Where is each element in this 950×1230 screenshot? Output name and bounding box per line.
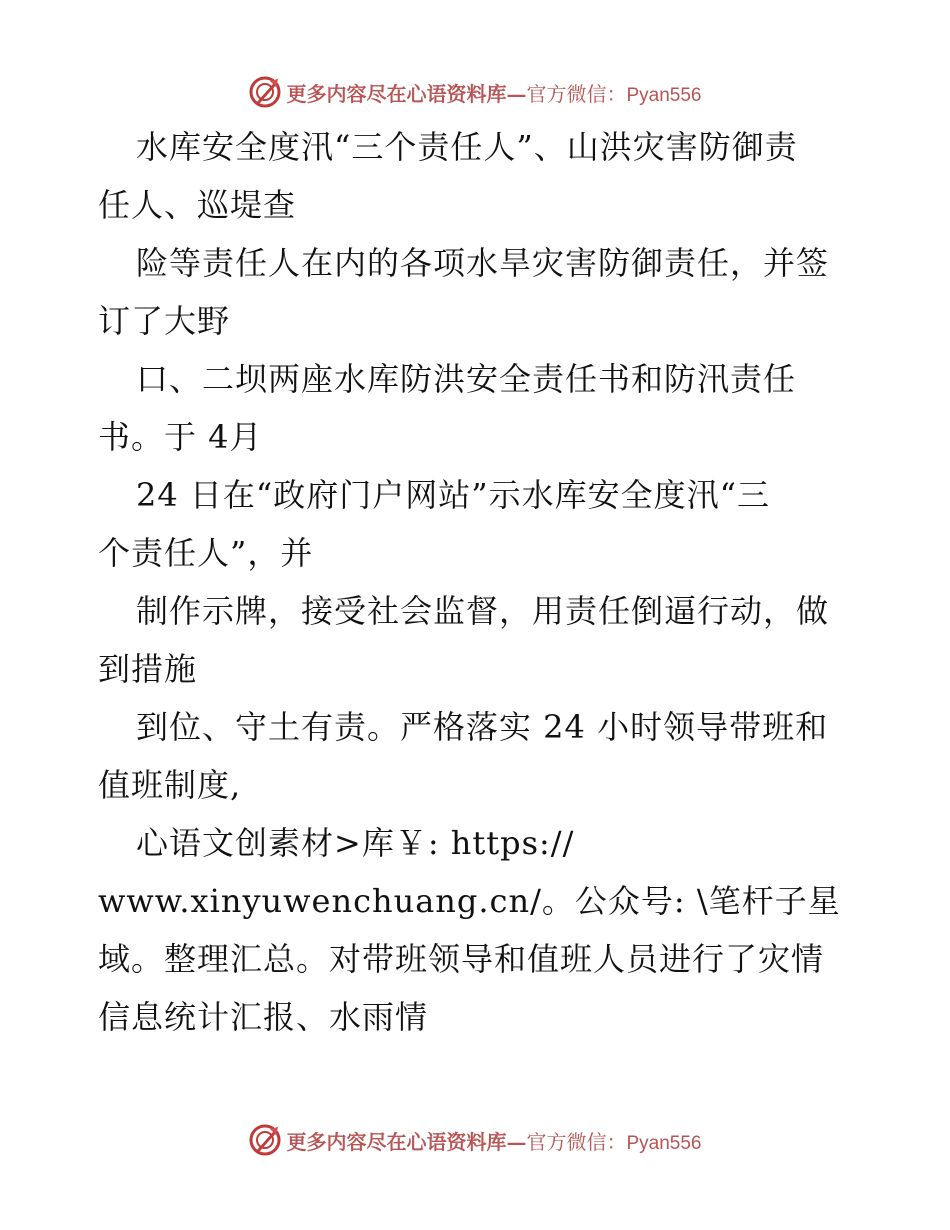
footer-banner-main: 更多内容尽在心语资料库 [286, 1129, 507, 1154]
xinyu-logo-icon [248, 75, 282, 109]
body-line: 订了大野 [98, 302, 231, 340]
body-line: 险等责任人在内的各项水旱灾害防御责任，并签 [136, 244, 830, 282]
body-line: 书。于 4月 [98, 418, 263, 456]
xinyu-logo-icon [248, 1123, 282, 1157]
body-line: 水库安全度汛“三个责任人”、山洪灾害防御责 [136, 128, 798, 166]
body-line: 口、二坝两座水库防洪安全责任书和防汛责任 [136, 360, 797, 398]
body-line: 信息统计汇报、水雨情 [98, 998, 429, 1036]
body-line-url: www.xinyuwenchuang.cn/。公众号: \笔杆子星 [98, 882, 841, 920]
body-line: 制作示牌，接受社会监督，用责任倒逼行动，做 [136, 592, 830, 630]
header-wechat-label: 官方微信： [526, 81, 627, 106]
footer-banner-dash: — [506, 1129, 527, 1154]
footer-banner-text [286, 1126, 701, 1155]
header-wechat-id: Pyan556 [626, 84, 702, 106]
document-body [98, 118, 858, 1046]
footer-wechat-id: Pyan556 [626, 1132, 702, 1154]
body-line: 心语文创素材>库￥: https:// [136, 824, 575, 862]
footer-wechat-label: 官方微信： [526, 1129, 627, 1154]
body-line: 个责任人”，并 [98, 534, 314, 572]
body-line: 到措施 [98, 650, 198, 688]
footer-banner [0, 1120, 950, 1160]
header-banner-dash: — [506, 81, 527, 106]
header-banner [0, 72, 950, 112]
body-line: 域。整理汇总。对带班领导和值班人员进行了灾情 [98, 940, 825, 978]
body-line: 24 日在“政府门户网站”示水库安全度汛“三 [136, 476, 770, 514]
header-banner-text [286, 78, 701, 107]
body-line: 任人、巡堤查 [98, 186, 297, 224]
header-banner-main: 更多内容尽在心语资料库 [286, 81, 507, 106]
body-line: 到位、守土有责。严格落实 24 小时领导带班和 [136, 708, 829, 746]
body-line: 值班制度, [98, 766, 242, 804]
